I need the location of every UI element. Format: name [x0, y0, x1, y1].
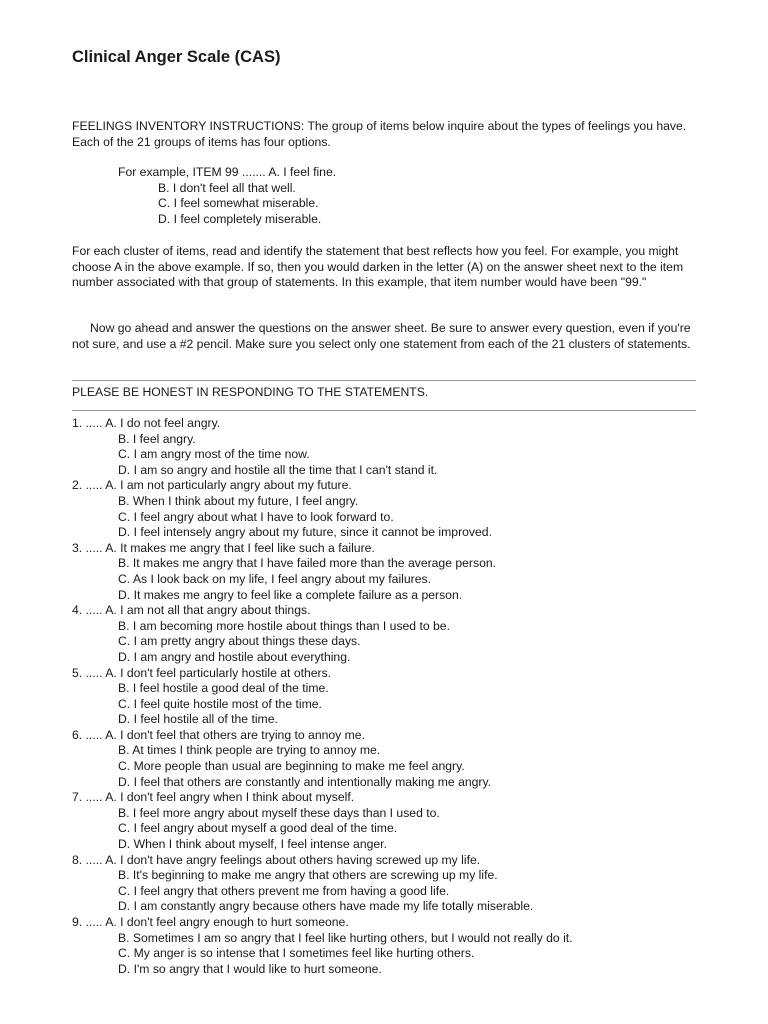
item-option: D. I am so angry and hostile all the time that I can't stand it. — [118, 462, 438, 477]
item-option: B. It's beginning to make me angry that others are screwing up my life. — [118, 868, 498, 883]
item-first-option: 2. ..... A. I am not particularly angry about my future. — [72, 478, 352, 493]
item-option: D. It makes me angry to feel like a complete failure as a person. — [118, 587, 463, 602]
item-first-option: 6. ..... A. I don't feel that others are trying to annoy me. — [72, 727, 365, 742]
item-first-option: 4. ..... A. I am not all that angry about things. — [72, 603, 311, 618]
item-option: D. I feel intensely angry about my future, since it cannot be improved. — [118, 525, 492, 540]
items-list — [72, 416, 573, 977]
item-option: C. I am angry most of the time now. — [118, 447, 310, 462]
item-option: D. I'm so angry that I would like to hurt someone. — [118, 961, 382, 976]
item-option: C. I feel angry about myself a good deal of the time. — [118, 821, 398, 836]
example-option: C. I feel somewhat miserable. — [158, 196, 319, 211]
item-first-option: 5. ..... A. I don't feel particularly hostile at others. — [72, 665, 332, 680]
example-option: B. I don't feel all that well. — [158, 180, 296, 195]
identify-paragraph: For each cluster of items, read and identify the statement that best reflects how you feel. For example, you might choose A in the above example. If so, then you would darken in the letter (A) on the answer sheet next to the item number associated with that group of statements. In this example, that item number would have been "99." — [72, 244, 684, 290]
item-option: B. Sometimes I am so angry that I feel like hurting others, but I would not really do it. — [118, 930, 573, 945]
example-block — [72, 165, 336, 227]
item-first-option: 1. ..... A. I do not feel angry. — [72, 416, 221, 430]
item-option: C. My anger is so intense that I sometimes feel like hurting others. — [118, 946, 475, 961]
item-option: C. More people than usual are beginning to make me feel angry. — [118, 759, 465, 774]
item-option: B. At times I think people are trying to annoy me. — [118, 743, 381, 758]
item-group — [72, 728, 573, 790]
item-group — [72, 416, 573, 478]
answer-instructions-paragraph: Now go ahead and answer the questions on the answer sheet. Be sure to answer every question, even if you're not sure, and use a #2 pencil. Make sure you select only one statement from each of the 21 clusters of statements. — [72, 321, 691, 351]
item-option: D. I am angry and hostile about everything. — [118, 649, 351, 664]
item-group — [72, 790, 573, 852]
honesty-note: PLEASE BE HONEST IN RESPONDING TO THE STATEMENTS. — [72, 385, 429, 399]
item-option: C. I feel angry that others prevent me from having a good life. — [118, 883, 450, 898]
item-option: B. I am becoming more hostile about things than I used to be. — [118, 618, 450, 633]
item-group — [72, 603, 573, 665]
item-option: D. I am constantly angry because others have made my life totally miserable. — [118, 899, 534, 914]
page-title: Clinical Anger Scale (CAS) — [72, 48, 281, 66]
divider-bottom — [72, 410, 696, 411]
item-option: C. I feel quite hostile most of the time. — [118, 696, 322, 711]
item-group — [72, 666, 573, 728]
item-option: B. I feel hostile a good deal of the time. — [118, 681, 329, 696]
example-option: D. I feel completely miserable. — [158, 211, 322, 226]
item-first-option: 3. ..... A. It makes me angry that I feel like such a failure. — [72, 540, 375, 555]
item-option: C. I feel angry about what I have to look forward to. — [118, 509, 394, 524]
item-group — [72, 915, 573, 977]
item-option: B. When I think about my future, I feel angry. — [118, 493, 359, 508]
item-option: C. As I look back on my life, I feel angry about my failures. — [118, 571, 431, 586]
item-option: B. I feel angry. — [118, 431, 196, 446]
item-option: D. When I think about myself, I feel intense anger. — [118, 837, 387, 852]
item-option: B. It makes me angry that I have failed more than the average person. — [118, 556, 497, 571]
item-first-option: 7. ..... A. I don't feel angry when I think about myself. — [72, 790, 355, 805]
item-option: D. I feel that others are constantly and intentionally making me angry. — [118, 774, 492, 789]
item-group — [72, 853, 573, 915]
example-first-line: For example, ITEM 99 ....... A. I feel fine. — [118, 165, 337, 179]
divider-top — [72, 380, 696, 381]
item-option: B. I feel more angry about myself these days than I used to. — [118, 805, 440, 820]
item-option: D. I feel hostile all of the time. — [118, 712, 278, 727]
item-group — [72, 478, 573, 540]
item-option: C. I am pretty angry about things these days. — [118, 634, 361, 649]
item-first-option: 9. ..... A. I don't feel angry enough to hurt someone. — [72, 915, 349, 929]
item-first-option: 8. ..... A. I don't have angry feelings about others having screwed up my life. — [72, 852, 481, 867]
item-group — [72, 541, 573, 603]
instructions-paragraph: FEELINGS INVENTORY INSTRUCTIONS: The group of items below inquire about the types of feelings you have. Each of the 21 groups of items has four options. — [72, 119, 687, 149]
